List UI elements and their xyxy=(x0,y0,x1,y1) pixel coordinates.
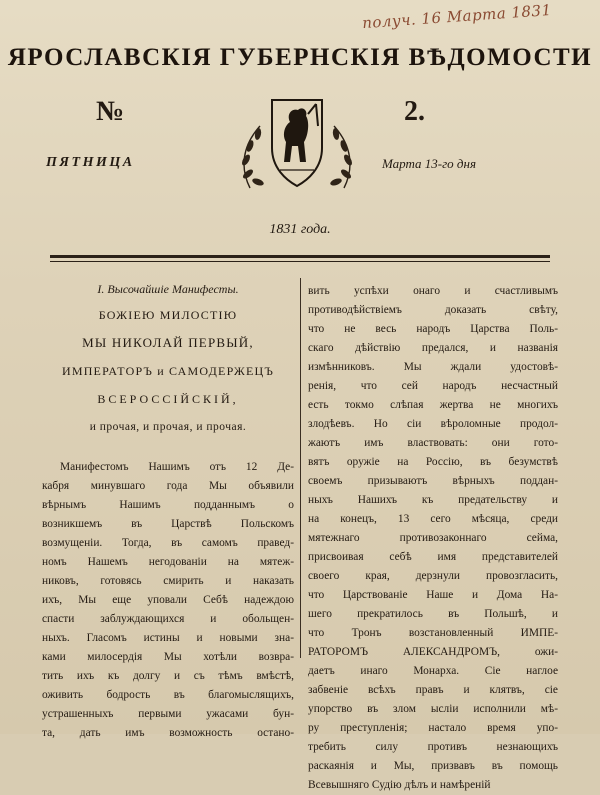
column-divider xyxy=(300,278,301,658)
manifesto-heading-line: и прочая, и прочая, и прочая. xyxy=(89,421,247,433)
right-column xyxy=(308,282,558,795)
text-line: РАТОРОМЪ АЛЕКСАНДРОМЪ, ожи- xyxy=(308,646,558,658)
text-line: скаго дѣйствію предался, и названія xyxy=(308,342,558,354)
text-line: устрашенныхъ первыми ужасами бун- xyxy=(42,708,294,720)
manifesto-heading-line: БОЖІЕЮ МИЛОСТІЮ xyxy=(98,308,238,322)
text-line: своего края, дерзнули провозгласить, xyxy=(308,570,558,582)
text-line: ками милосердія Мы хотѣли возвра- xyxy=(42,651,294,663)
coat-of-arms-bear-icon xyxy=(232,96,362,196)
text-line: своемъ призываютъ вѣрныхъ поддан- xyxy=(308,475,558,487)
text-line: вить успѣхи онаго и счастливымъ xyxy=(308,285,558,297)
text-line: измѣнниковъ. Мы ждали удостовѣ- xyxy=(308,361,558,373)
weekday-label: ПЯТНИЦА xyxy=(46,155,135,170)
text-line: забвеніе всѣхъ правъ и клятвъ, сіе xyxy=(308,684,558,696)
text-line: ренія, что сей народъ несчастный xyxy=(308,380,558,392)
text-line: требить силу противъ незнающихъ xyxy=(308,741,558,753)
issue-date: Марта 13-го дня xyxy=(382,156,476,171)
text-line: присвоивая себѣ имя представителей xyxy=(308,551,558,563)
text-line: даетъ инаго Монарха. Сіе наглое xyxy=(308,665,558,677)
text-line: злодѣевъ. Но сіи вѣроломные продол- xyxy=(308,418,558,430)
issue-year: 1831 года. xyxy=(269,222,331,237)
text-line: что Царствованіе Наше и Дома На- xyxy=(308,589,558,601)
manifesto-heading-line: ИМПЕРАТОРЪ и САМОДЕРЖЕЦЪ xyxy=(61,364,275,378)
text-line: ныхъ. Гласомъ истины и новыми зна- xyxy=(42,632,294,644)
text-line: номъ Нашемъ негодованіи на мятеж- xyxy=(42,556,294,568)
text-line: на конецъ, 13 сего мѣсяца, среди xyxy=(308,513,558,525)
header-divider-thin xyxy=(50,261,550,262)
text-line: Манифестомъ Нашимъ отъ 12 Де- xyxy=(60,461,294,473)
issue-number-label: № xyxy=(96,96,125,127)
text-line: вятъ оружіе на Россію, въ безумствѣ xyxy=(308,456,558,468)
text-line: возникшемъ въ Царствѣ Польскомъ xyxy=(42,518,294,530)
text-line: упорство въ злом ысліи исполнили мѣ- xyxy=(308,703,558,715)
text-line: шего прекратилось въ Польшѣ, и xyxy=(308,608,558,620)
handwritten-receipt-note: получ. 16 Марта 1831 xyxy=(361,0,553,33)
manifesto-heading-line: ВСЕРОССІЙСКІЙ, xyxy=(97,392,239,406)
left-column xyxy=(42,278,294,743)
header-divider-thick xyxy=(50,255,550,258)
text-line: жаютъ имъ властвовать: они гото- xyxy=(308,437,558,449)
text-line: возмущеніи. Тогда, въ самомъ правед- xyxy=(42,537,294,549)
text-line: ру преступленія; настало время упо- xyxy=(308,722,558,734)
text-line: что Тронъ возстановленный ИМПЕ- xyxy=(308,627,558,639)
text-line: есть токмо слѣпая жертва не многихъ xyxy=(308,399,558,411)
newspaper-masthead: ЯРОСЛАВСКІЯ ГУБЕРНСКІЯ ВѢДОМОСТИ xyxy=(7,44,593,71)
section-title: І. Высочайшіе Манифесты. xyxy=(97,282,239,296)
text-line: противодѣйствіемъ доказать свѣту, xyxy=(308,304,558,316)
text-line: та, дать имъ возможность остано- xyxy=(42,727,294,739)
text-line: ныхъ Нашихъ къ предательству и xyxy=(308,494,558,506)
issue-number: 2. xyxy=(404,96,425,127)
text-line: оживить бодрость въ благомыслящихъ, xyxy=(42,689,294,701)
text-line: мятежнаго противозаконнаго сейма, xyxy=(308,532,558,544)
text-line: вѣрнымъ Нашимъ подданнымъ о xyxy=(42,499,294,511)
text-line: раскаянія и Мы, призвавъ въ помощь xyxy=(308,760,558,772)
text-line: тить ихъ къ долгу и съ тѣмъ вмѣстѣ, xyxy=(42,670,294,682)
text-line: Всевышняго Судію дѣлъ и намѣреній xyxy=(308,779,491,791)
text-line: что не весь народъ Царства Поль- xyxy=(308,323,558,335)
manifesto-heading-line: МЫ НИКОЛАЙ ПЕРВЫЙ, xyxy=(82,335,254,350)
left-column-text xyxy=(42,458,294,743)
text-line: кабря минувшаго года Мы объявили xyxy=(42,480,294,492)
text-line: спасти заблуждающихся и обольщен- xyxy=(42,613,294,625)
text-line: ихъ, Мы еще уповали Себѣ надеждою xyxy=(42,594,294,606)
text-line: никовъ, готовясь смирить и наказать xyxy=(42,575,294,587)
